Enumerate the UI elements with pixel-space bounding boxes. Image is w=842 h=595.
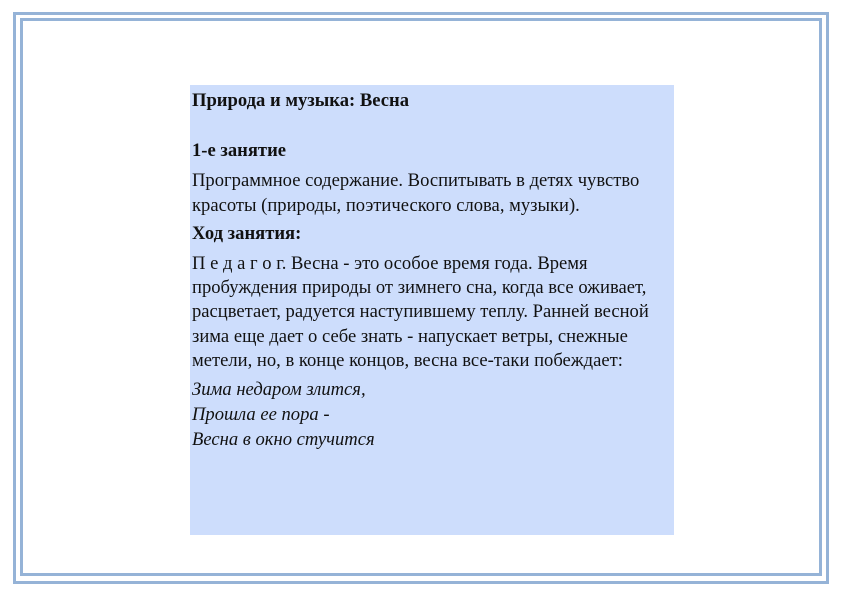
poem-line: Зима недаром злится,	[192, 379, 366, 401]
poem	[192, 377, 666, 452]
poem-line: Прошла ее пора -	[192, 404, 330, 426]
progress-heading: Ход занятия:	[192, 222, 302, 244]
teacher-text: П е д а г о г. Весна - это особое время года. Время пробуждения природы от зимнего сна, когда все оживает, расцветает, радуется наступившему теплу. Ранней весной зима еще дает о себе знать - напускает ветры, снежные метели, но, в конце концов, весна все-таки побеждает:	[192, 253, 649, 371]
poem-line: Весна в окно стучится	[192, 429, 375, 451]
lesson-title: Природа и музыка: Весна	[192, 90, 409, 111]
lesson-number: 1-е занятие	[192, 140, 287, 162]
program-content: Программное содержание. Воспитывать в детях чувство красоты (природы, поэтического слова, музыки).	[192, 170, 640, 216]
lesson-textbox	[190, 85, 674, 535]
